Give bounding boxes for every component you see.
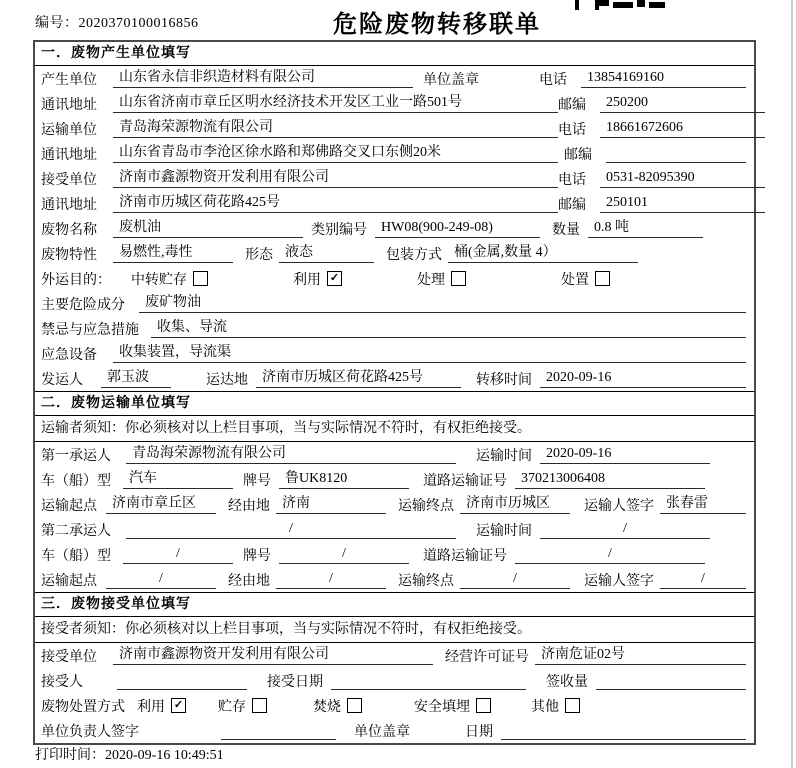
accept-person-value <box>117 671 247 690</box>
disposal-option-incinerate <box>313 696 362 716</box>
row-dispatch <box>35 366 754 391</box>
row-main-hazard <box>35 291 754 316</box>
producer-unit-value: 山东省永信非织造材料有限公司 <box>113 69 413 88</box>
row-transfer-purpose <box>35 266 754 291</box>
print-time <box>35 744 224 764</box>
road-permit2-value: / <box>515 545 705 564</box>
carrier2-label: 第二承运人 <box>41 523 111 539</box>
transport-address-value: 山东省青岛市李沧区徐水路和郑佛路交叉口东侧20米 <box>113 144 558 163</box>
receiver-address-value: 济南市历城区荷花路425号 <box>113 194 558 213</box>
manifest-form <box>33 40 756 745</box>
transport-postcode-value <box>606 144 746 163</box>
endpoint2-value: / <box>460 570 570 589</box>
accept-date-label: 接受日期 <box>267 674 323 690</box>
waste-property-value: 易燃性,毒性 <box>113 244 233 263</box>
producer-phone-label: 电话 <box>539 72 567 88</box>
destination-value: 济南市历城区荷花路425号 <box>256 369 461 388</box>
checkbox-disposal-use <box>171 698 186 713</box>
purpose-option-treat <box>417 269 466 289</box>
checkbox-use <box>327 271 342 286</box>
row-waste-property <box>35 241 754 266</box>
qr-code-fragment-icon <box>575 0 670 10</box>
responsible-sign-value <box>221 721 336 740</box>
waste-name-value: 废机油 <box>113 219 303 238</box>
endpoint1-label: 运输终点 <box>398 498 454 514</box>
section3-header: 三．废物接受单位填写 <box>35 592 754 617</box>
emergency-measures-label: 禁忌与应急措施 <box>41 322 139 338</box>
transport-time2-value: / <box>540 520 710 539</box>
print-time-label: 打印时间： <box>35 748 105 763</box>
endpoint1-value: 济南市历城区 <box>460 495 570 514</box>
vehicle-type1-label: 车（船）型 <box>41 473 111 489</box>
emergency-equipment-value: 收集装置，导流渠 <box>113 344 746 363</box>
vehicle-type2-label: 车（船）型 <box>41 548 111 564</box>
accept-unit-value: 济南市鑫源物资开发利用有限公司 <box>113 646 433 665</box>
business-permit-label: 经营许可证号 <box>445 649 529 665</box>
section2-header: 二．废物运输单位填写 <box>35 391 754 416</box>
origin1-value: 济南市章丘区 <box>106 495 216 514</box>
receiver-unit-label: 接受单位 <box>41 172 97 188</box>
sign-date-value <box>501 721 746 740</box>
waste-property-label: 废物特性 <box>41 247 97 263</box>
via1-label: 经由地 <box>228 498 270 514</box>
row-accept-person <box>35 668 754 693</box>
disposal-method-label: 废物处置方式 <box>41 699 125 715</box>
purpose-option-dispose <box>561 269 610 289</box>
disposal-landfill-label: 安全填埋 <box>414 699 470 715</box>
transfer-time-label: 转移时间 <box>476 372 532 388</box>
transport-time2-label: 运输时间 <box>476 523 532 539</box>
row-vehicle1 <box>35 467 754 492</box>
carrier1-label: 第一承运人 <box>41 448 111 464</box>
section1-header: 一．废物产生单位填写 <box>35 42 754 66</box>
row-waste-name <box>35 216 754 241</box>
row-producer-unit <box>35 66 754 91</box>
disposal-incinerate-label: 焚烧 <box>313 699 341 715</box>
plate1-label: 牌号 <box>243 473 271 489</box>
carrier1-value: 青岛海荣源物流有限公司 <box>126 445 456 464</box>
row-accept-unit <box>35 643 754 668</box>
destination-label: 运达地 <box>206 372 248 388</box>
row-receiver-unit <box>35 166 754 191</box>
disposal-option-use <box>137 696 186 716</box>
waste-code-value: HW08(900-249-08) <box>375 219 540 238</box>
main-hazard-value: 废矿物油 <box>139 294 746 313</box>
carrier2-value: / <box>126 520 456 539</box>
origin2-label: 运输起点 <box>41 573 97 589</box>
business-permit-value: 济南危证02号 <box>535 646 746 665</box>
origin2-value: / <box>106 570 216 589</box>
emergency-measures-value: 收集、导流 <box>151 319 746 338</box>
road-permit2-label: 道路运输证号 <box>423 548 507 564</box>
vehicle-type1-value: 汽车 <box>123 470 233 489</box>
transport-time1-label: 运输时间 <box>476 448 532 464</box>
purpose-option-use <box>293 269 342 289</box>
waste-name-label: 废物名称 <box>41 222 97 238</box>
checkbox-disposal-use-mark: ✓ <box>173 699 184 711</box>
emergency-equipment-label: 应急设备 <box>41 347 97 363</box>
waste-qty-label: 数量 <box>552 222 580 238</box>
waste-code-label: 类别编号 <box>311 222 367 238</box>
disposal-use-label: 利用 <box>137 699 165 715</box>
transport-time1-value: 2020-09-16 <box>540 445 710 464</box>
serial-number <box>35 12 199 32</box>
accept-date-value <box>331 671 526 690</box>
row-route1 <box>35 492 754 517</box>
transporter-sign1-value: 张春雷 <box>660 495 746 514</box>
transport-postcode-label: 邮编 <box>564 147 592 163</box>
disposal-store-label: 贮存 <box>218 699 246 715</box>
received-qty-label: 签收量 <box>546 674 588 690</box>
purpose-treat-label: 处理 <box>417 272 445 288</box>
accept-unit-label: 接受单位 <box>41 649 97 665</box>
endpoint2-label: 运输终点 <box>398 573 454 589</box>
disposal-option-landfill <box>414 696 491 716</box>
disposal-other-label: 其他 <box>531 699 559 715</box>
row-route2 <box>35 567 754 592</box>
receiver-phone-value: 0531-82095390 <box>600 169 765 188</box>
page-title: 危险废物转移联单 <box>333 11 541 38</box>
waste-form-label: 形态 <box>245 247 273 263</box>
receiver-phone-label: 电话 <box>558 172 586 188</box>
shipper-value: 郭玉波 <box>101 369 171 388</box>
checkbox-disposal-other <box>565 698 580 713</box>
transport-phone-label: 电话 <box>558 122 586 138</box>
transfer-time-value: 2020-09-16 <box>540 369 746 388</box>
unit-stamp2-label: 单位盖章 <box>354 724 410 740</box>
transporter-notice: 运输者须知：你必须核对以上栏目事项，当与实际情况不符时，有权拒绝接受。 <box>35 416 754 442</box>
plate2-value: / <box>279 545 409 564</box>
row-disposal-method <box>35 693 754 718</box>
plate1-value: 鲁UK8120 <box>279 470 409 489</box>
receiver-notice: 接受者须知：你必须核对以上栏目事项，当与实际情况不符时，有权拒绝接受。 <box>35 617 754 643</box>
producer-phone-value: 13854169160 <box>581 69 746 88</box>
main-hazard-label: 主要危险成分 <box>41 297 125 313</box>
producer-postcode-value: 250200 <box>600 94 765 113</box>
purpose-dispose-label: 处置 <box>561 272 589 288</box>
transporter-sign2-value: / <box>660 570 746 589</box>
checkbox-treat <box>451 271 466 286</box>
transport-phone-value: 18661672606 <box>600 119 765 138</box>
road-permit1-label: 道路运输证号 <box>423 473 507 489</box>
via1-value: 济南 <box>276 495 386 514</box>
producer-postcode-label: 邮编 <box>558 97 586 113</box>
origin1-label: 运输起点 <box>41 498 97 514</box>
shipper-label: 发运人 <box>41 372 83 388</box>
row-responsible-sign <box>35 718 754 743</box>
waste-qty-value: 0.8 吨 <box>588 219 703 238</box>
responsible-sign-label: 单位负责人签字 <box>41 724 139 740</box>
transporter-sign2-label: 运输人签字 <box>584 573 654 589</box>
receiver-postcode-value: 250101 <box>600 194 765 213</box>
transporter-sign1-label: 运输人签字 <box>584 498 654 514</box>
purpose-use-label: 利用 <box>293 272 321 288</box>
via2-label: 经由地 <box>228 573 270 589</box>
checkbox-disposal-incinerate <box>347 698 362 713</box>
row-emergency-equipment <box>35 341 754 366</box>
receiver-address-label: 通讯地址 <box>41 197 97 213</box>
purpose-label: 外运目的： <box>41 272 111 288</box>
receiver-postcode-label: 邮编 <box>558 197 586 213</box>
vehicle-type2-value: / <box>123 545 233 564</box>
producer-address-label: 通讯地址 <box>41 97 97 113</box>
serial-value: 2020370100016856 <box>78 16 199 31</box>
transport-address-label: 通讯地址 <box>41 147 97 163</box>
checkbox-storage <box>193 271 208 286</box>
print-time-value: 2020-09-16 10:49:51 <box>105 748 224 763</box>
via2-value: / <box>276 570 386 589</box>
road-permit1-value: 370213006408 <box>515 470 705 489</box>
serial-label: 编号： <box>35 16 79 31</box>
transport-unit-label: 运输单位 <box>41 122 97 138</box>
row-vehicle2 <box>35 542 754 567</box>
receiver-unit-value: 济南市鑫源物资开发利用有限公司 <box>113 169 558 188</box>
window-right-border <box>791 0 793 768</box>
row-emergency-measures <box>35 316 754 341</box>
producer-address-value: 山东省济南市章丘区明水经济技术开发区工业一路501号 <box>113 94 558 113</box>
producer-unit-label: 产生单位 <box>41 72 97 88</box>
checkbox-disposal-store <box>252 698 267 713</box>
disposal-option-other <box>531 696 580 716</box>
checkbox-dispose <box>595 271 610 286</box>
row-carrier1 <box>35 442 754 467</box>
disposal-option-store <box>218 696 267 716</box>
unit-stamp-label: 单位盖章 <box>423 72 479 88</box>
row-producer-address <box>35 91 754 116</box>
transport-unit-value: 青岛海荣源物流有限公司 <box>113 119 558 138</box>
waste-form-value: 液态 <box>279 244 374 263</box>
packaging-value: 桶(金属,数量 4） <box>448 244 638 263</box>
row-transport-address <box>35 141 754 166</box>
purpose-storage-label: 中转贮存 <box>131 272 187 288</box>
row-transport-unit <box>35 116 754 141</box>
row-receiver-address <box>35 191 754 216</box>
accept-person-label: 接受人 <box>41 674 83 690</box>
checkbox-disposal-landfill <box>476 698 491 713</box>
row-carrier2 <box>35 517 754 542</box>
checkbox-use-mark: ✓ <box>329 272 340 284</box>
received-qty-value <box>596 671 746 690</box>
plate2-label: 牌号 <box>243 548 271 564</box>
packaging-label: 包装方式 <box>386 247 442 263</box>
sign-date-label: 日期 <box>465 724 493 740</box>
document-header <box>0 0 796 38</box>
purpose-option-storage <box>131 269 208 289</box>
